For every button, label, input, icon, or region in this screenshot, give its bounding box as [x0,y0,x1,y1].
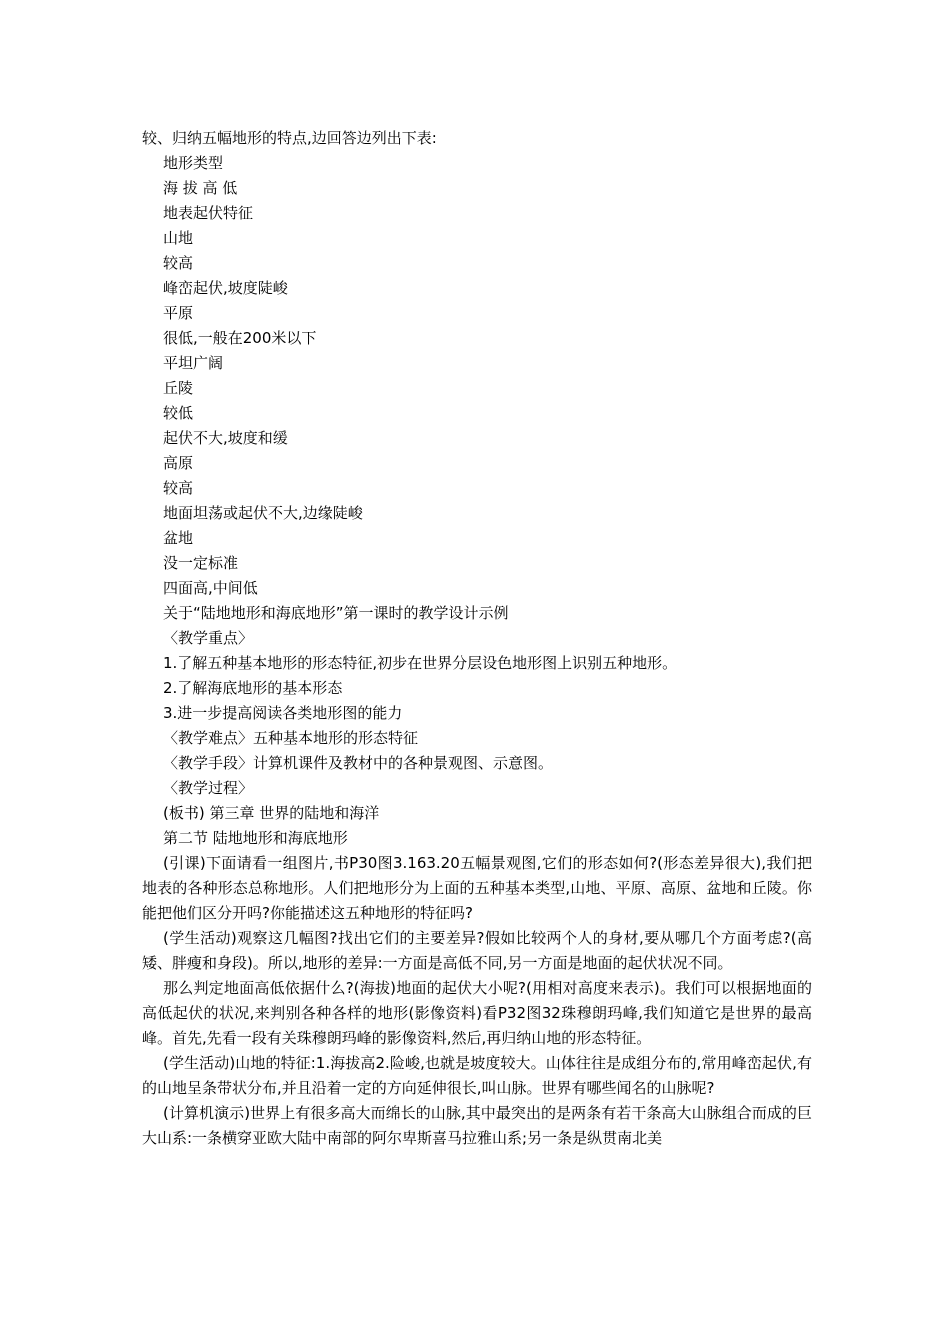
table-cell-plain-relief: 平坦广阔 [163,354,224,372]
teaching-focus-heading: 〈教学重点〉 [163,629,254,647]
table-cell-mountain-altitude: 较高 [163,254,194,272]
paragraph-intro-lesson: (引课)下面请看一组图片,书P30图3.163.20五幅景观图,它们的形态如何?(形态差异很大),我们把地表的各种形态总称地形。人们把地形分为上面的五种基本类型,山地、平原、高原、盆地和丘陵。你能把他们区分开吗?你能描述这五种地形的特征吗? [142,854,812,922]
table-cell-hills-relief: 起伏不大,坡度和缓 [163,429,288,447]
section-title: 关于“陆地地形和海底地形”第一课时的教学设计示例 [163,604,509,622]
table-cell-basin-relief: 四面高,中间低 [163,579,258,597]
board-chapter: (板书) 第三章 世界的陆地和海洋 [163,804,380,822]
table-cell-plateau-relief: 地面坦荡或起伏不大,边缘陡峻 [163,504,363,522]
paragraph-student-activity-1: (学生活动)观察这几幅图?找出它们的主要差异?假如比较两个人的身材,要从哪几个方面考虑?(高矮、胖瘦和身段)。所以,地形的差异:一方面是高低不同,另一方面是地面的起伏状况不同。 [142,929,812,972]
table-cell-plain: 平原 [163,304,194,322]
table-cell-mountain: 山地 [163,229,194,247]
table-header-relief: 地表起伏特征 [163,204,254,222]
focus-item-3: 3.进一步提高阅读各类地形图的能力 [163,704,403,722]
table-cell-basin: 盆地 [163,529,194,547]
table-cell-plateau: 高原 [163,454,194,472]
table-cell-hills-altitude: 较低 [163,404,194,422]
teaching-process-heading: 〈教学过程〉 [163,779,254,797]
table-header-altitude: 海 拔 高 低 [163,179,238,197]
text-line-intro: 较、归纳五幅地形的特点,边回答边列出下表: [142,129,437,147]
paragraph-student-activity-2: (学生活动)山地的特征:1.海拔高2.险峻,也就是坡度较大。山体往往是成组分布的,常用峰峦起伏,有的山地呈条带状分布,并且沿着一定的方向延伸很长,叫山脉。世界有哪些闻名的山脉呢? [142,1054,812,1097]
table-cell-plateau-altitude: 较高 [163,479,194,497]
board-section: 第二节 陆地地形和海底地形 [163,829,348,847]
table-cell-basin-altitude: 没一定标准 [163,554,239,572]
focus-item-2: 2.了解海底地形的基本形态 [163,679,343,697]
document-page [142,126,812,1151]
teaching-means: 〈教学手段〉计算机课件及教材中的各种景观图、示意图。 [163,754,554,772]
table-cell-plain-altitude: 很低,一般在200米以下 [163,329,317,347]
table-cell-hills: 丘陵 [163,379,194,397]
table-cell-mountain-relief: 峰峦起伏,坡度陡峻 [163,279,288,297]
paragraph-computer-demo: (计算机演示)世界上有很多高大而绵长的山脉,其中最突出的是两条有若干条高大山脉组合而成的巨大山系:一条横穿亚欧大陆中南部的阿尔卑斯喜马拉雅山系;另一条是纵贯南北美 [142,1104,812,1147]
teaching-difficulty: 〈教学难点〉五种基本地形的形态特征 [163,729,419,747]
focus-item-1: 1.了解五种基本地形的形态特征,初步在世界分层设色地形图上识别五种地形。 [163,654,678,672]
paragraph-altitude: 那么判定地面高低依据什么?(海拔)地面的起伏大小呢?(用相对高度来表示)。我们可以根据地面的高低起伏的状况,来判别各种各样的地形(影像资料)看P32图32珠穆朗玛峰,我们知道它是世界的最高峰。首先,先看一段有关珠穆朗玛峰的影像资料,然后,再归纳山地的形态特征。 [142,979,812,1047]
table-header-type: 地形类型 [163,154,224,172]
